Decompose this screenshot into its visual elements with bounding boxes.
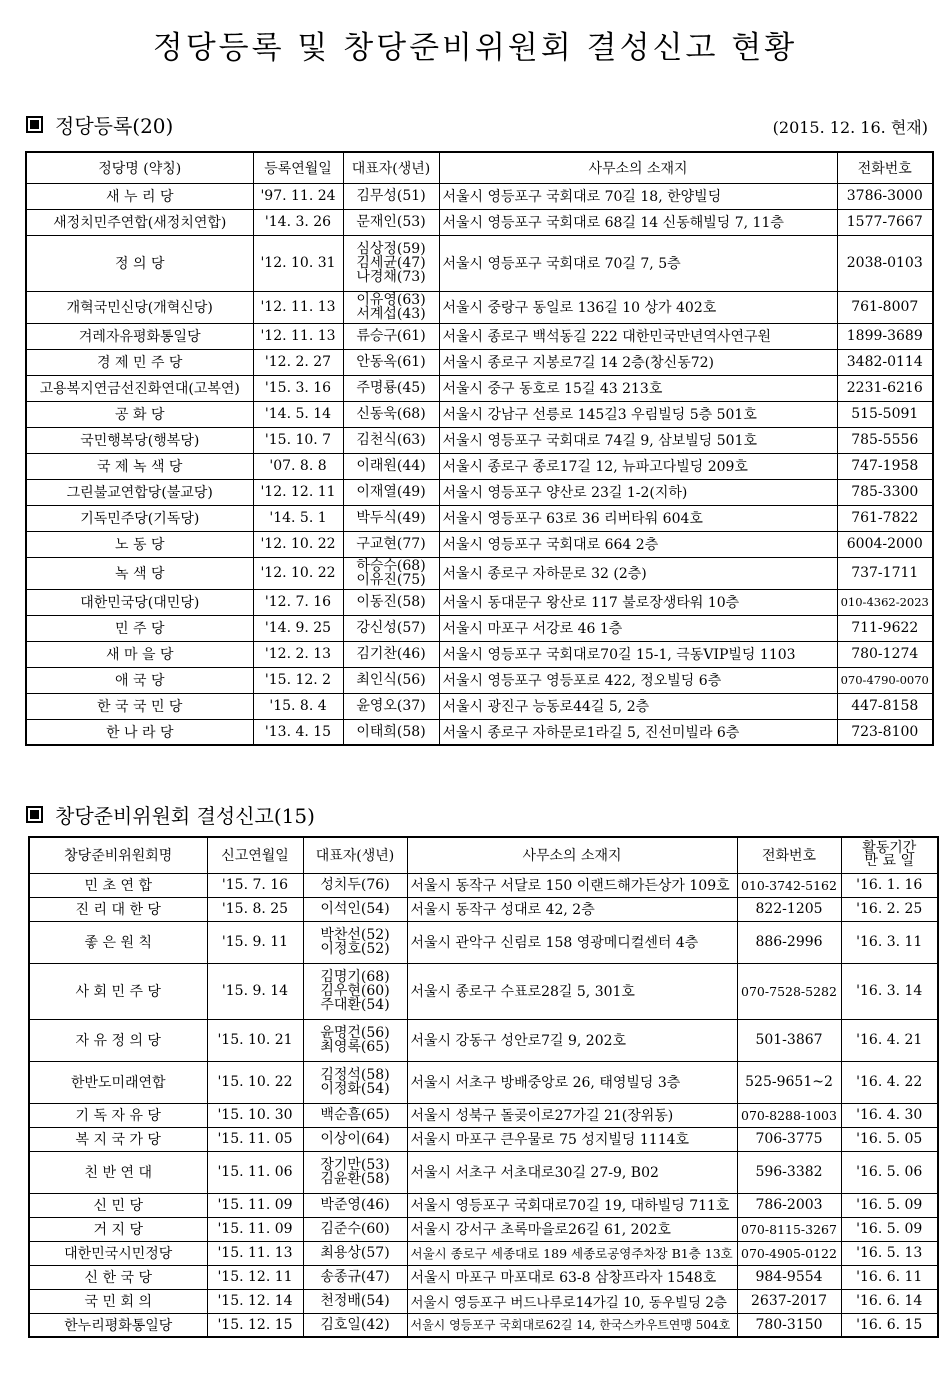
phone-cell: 723-8100 [837,719,933,745]
address-cell: 서울시 종로구 세종대로 189 세종로공영주차장 B1층 13호 [407,1241,737,1265]
table-row [26,505,933,531]
representative-name: 이정호(52) [320,941,390,957]
representative-cell [303,873,407,897]
table-row [26,209,933,235]
representative-name: 김호일(42) [320,1316,390,1333]
representative-name: 안동옥(61) [356,354,426,370]
table-row [26,183,933,209]
date-cell: '15. 11. 13 [207,1241,303,1265]
representative-name: 이유진(75) [356,572,426,588]
expiry-cell: '16. 4. 30 [841,1103,938,1127]
phone-cell: 780-3150 [737,1313,841,1337]
party-name-cell: 국 제 녹 색 당 [26,453,253,479]
representative-name: 문재인(53) [356,214,426,230]
address-cell: 서울시 종로구 수표로28길 5, 301호 [407,963,737,1019]
col-header: 전화번호 [837,152,933,183]
party-name-cell: 민 주 당 [26,615,253,641]
phone-cell: 984-9554 [737,1265,841,1289]
party-name-cell: 신 민 당 [29,1193,207,1217]
expiry-cell: '16. 5. 05 [841,1127,938,1151]
party-name-cell: 경 제 민 주 당 [26,349,253,375]
table-row [29,921,938,963]
representative-name: 류승구(61) [356,328,426,344]
date-cell: '15. 12. 2 [253,667,343,693]
phone-cell: 785-3300 [837,479,933,505]
date-cell: '15. 11. 09 [207,1217,303,1241]
phone-cell: 711-9622 [837,615,933,641]
party-name-cell: 한반도미래연합 [29,1061,207,1103]
col-header: 창당준비위원회명 [29,837,207,873]
representative-cell [303,1061,407,1103]
representative-cell [343,427,439,453]
representative-cell [303,1265,407,1289]
party-name-cell: 고용복지연금선진화연대(고복연) [26,375,253,401]
address-cell: 서울시 영등포구 국회대로 664 2층 [439,531,837,557]
phone-cell: 786-2003 [737,1193,841,1217]
col-header: 신고연월일 [207,837,303,873]
section1-heading-text: 정당등록(20) [55,114,174,138]
date-cell: '12. 10. 22 [253,531,343,557]
representative-name: 최인식(56) [356,672,426,688]
address-cell: 서울시 마포구 서강로 46 1층 [439,615,837,641]
representative-cell [343,531,439,557]
representative-name: 김기찬(46) [356,646,426,662]
phone-cell: 3786-3000 [837,183,933,209]
representative-cell [343,349,439,375]
representative-name: 김정석(58) [320,1067,390,1083]
table-row [29,1061,938,1103]
table-row [29,1241,938,1265]
representative-name: 김천식(63) [356,432,426,448]
table-row [26,453,933,479]
representative-name: 성치두(76) [320,877,390,893]
table-row [29,873,938,897]
address-cell: 서울시 영등포구 국회대로62길 14, 한국스카우트연맹 504호 [407,1313,737,1337]
table-row [26,291,933,323]
table-row [29,1265,938,1289]
address-cell: 서울시 영등포구 국회대로70길 19, 대하빌딩 711호 [407,1193,737,1217]
table-row [26,235,933,291]
table-row [26,667,933,693]
phone-cell: 525-9651~2 [737,1061,841,1103]
phone-cell: 070-4790-0070 [837,667,933,693]
representative-name: 이재열(49) [356,484,426,500]
representative-name: 주명룡(45) [356,380,426,396]
address-cell: 서울시 관악구 신림로 158 영광메디컬센터 4층 [407,921,737,963]
representative-name: 천정배(54) [320,1293,390,1309]
party-name-cell: 새 마 을 당 [26,641,253,667]
representative-name: 서계섭(43) [356,306,426,322]
representative-name: 이태희(58) [356,723,426,740]
phone-cell: 780-1274 [837,641,933,667]
table-row [26,615,933,641]
page-title: 정당등록 및 창당준비위원회 결성신고 현황 [152,30,798,66]
representative-cell [343,615,439,641]
phone-cell: 6004-2000 [837,531,933,557]
expiry-cell: '16. 5. 06 [841,1151,938,1193]
date-cell: '14. 9. 25 [253,615,343,641]
col-header: 등록연월일 [253,152,343,183]
representative-cell [343,719,439,745]
table-row [26,401,933,427]
address-cell: 서울시 마포구 마포대로 63-8 삼창프라자 1548호 [407,1265,737,1289]
address-cell: 서울시 영등포구 양산로 23길 1-2(지하) [439,479,837,505]
table-row [26,479,933,505]
party-name-cell: 진 리 대 한 당 [29,897,207,921]
party-name-cell: 신 한 국 당 [29,1265,207,1289]
date-cell: '13. 4. 15 [253,719,343,745]
col-header: 대표자(생년) [343,152,439,183]
party-name-cell: 친 반 연 대 [29,1151,207,1193]
representative-name: 김세균(47) [356,255,426,271]
representative-name: 박두식(49) [356,510,426,526]
representative-name: 박찬선(52) [320,927,390,943]
address-cell: 서울시 영등포구 버드나루로14가길 10, 동우빌딩 2층 [407,1289,737,1313]
table-row [26,693,933,719]
address-cell: 서울시 마포구 큰우물로 75 성지빌딩 1114호 [407,1127,737,1151]
party-name-cell: 겨레자유평화통일당 [26,323,253,349]
table-row [29,1103,938,1127]
date-cell: '12. 2. 13 [253,641,343,667]
date-cell: '12. 11. 13 [253,323,343,349]
date-cell: '97. 11. 24 [253,183,343,209]
phone-cell: 2038-0103 [837,235,933,291]
expiry-cell: '16. 3. 14 [841,963,938,1019]
table-row [26,375,933,401]
col-header: 사무소의 소재지 [439,152,837,183]
address-cell: 서울시 강남구 선릉로 145길3 우림빌딩 5층 501호 [439,401,837,427]
party-name-cell: 녹 색 당 [26,557,253,589]
phone-cell: 010-4362-2023 [837,589,933,615]
expiry-cell: '16. 5. 09 [841,1193,938,1217]
phone-cell: 070-4905-0122 [737,1241,841,1265]
phone-cell: 886-2996 [737,921,841,963]
address-cell: 서울시 성북구 돌곶이로27가길 21(장위동) [407,1103,737,1127]
phone-cell: 761-7822 [837,505,933,531]
representative-name: 최영록(65) [320,1039,390,1055]
expiry-cell: '16. 1. 16 [841,873,938,897]
table-row [29,897,938,921]
representative-cell [343,375,439,401]
date-cell: '12. 10. 31 [253,235,343,291]
representative-cell [303,897,407,921]
party-name-cell: 개혁국민신당(개혁신당) [26,291,253,323]
phone-cell: 737-1711 [837,557,933,589]
representative-name: 김윤환(58) [320,1171,390,1187]
representative-name: 하승수(68) [356,558,426,574]
representative-cell [343,557,439,589]
phone-cell: 822-1205 [737,897,841,921]
expiry-cell: '16. 2. 25 [841,897,938,921]
address-cell: 서울시 영등포구 국회대로 70길 7, 5층 [439,235,837,291]
address-cell: 서울시 영등포구 국회대로70길 15-1, 극동VIP빌딩 1103 [439,641,837,667]
representative-name: 이상이(64) [320,1131,390,1147]
address-cell: 서울시 영등포구 영등포로 422, 정오빌딩 6층 [439,667,837,693]
representative-name: 신동욱(68) [356,406,426,422]
square-bullet-icon [26,116,43,133]
representative-cell [343,641,439,667]
table-header-row [26,152,933,183]
date-cell: '12. 7. 16 [253,589,343,615]
representative-name: 구교현(77) [356,536,426,552]
representative-cell [343,453,439,479]
representative-cell [343,291,439,323]
party-name-cell: 국민행복당(행복당) [26,427,253,453]
phone-cell: 010-3742-5162 [737,873,841,897]
table-row [26,323,933,349]
party-name-cell: 기독민주당(기독당) [26,505,253,531]
party-name-cell: 민 초 연 합 [29,873,207,897]
date-cell: '12. 10. 22 [253,557,343,589]
address-cell: 서울시 광진구 능동로44길 5, 2층 [439,693,837,719]
address-cell: 서울시 서초구 방배중앙로 26, 태영빌딩 3층 [407,1061,737,1103]
party-name-cell: 새 누 리 당 [26,183,253,209]
date-cell: '14. 5. 14 [253,401,343,427]
party-name-cell: 한 국 국 민 당 [26,693,253,719]
phone-cell: 070-8115-3267 [737,1217,841,1241]
party-name-cell: 그린불교연합당(불교당) [26,479,253,505]
expiry-cell: '16. 5. 13 [841,1241,938,1265]
date-cell: '12. 12. 11 [253,479,343,505]
representative-name: 주대환(54) [320,997,390,1013]
address-cell: 서울시 영등포구 국회대로 70길 18, 한양빌딩 [439,183,837,209]
representative-name: 김명기(68) [320,969,390,985]
table-row [26,641,933,667]
table-row [26,557,933,589]
representative-cell [303,921,407,963]
representative-cell [343,235,439,291]
representative-name: 김준수(60) [320,1221,390,1237]
date-cell: '07. 8. 8 [253,453,343,479]
address-cell: 서울시 강서구 초록마을로26길 61, 202호 [407,1217,737,1241]
representative-cell [303,963,407,1019]
date-cell: '15. 8. 25 [207,897,303,921]
expiry-cell: '16. 6. 15 [841,1313,938,1337]
address-cell: 서울시 영등포구 국회대로 74길 9, 삼보빌딩 501호 [439,427,837,453]
address-cell: 서울시 종로구 자하문로1라길 5, 진선미빌라 6층 [439,719,837,745]
phone-cell: 747-1958 [837,453,933,479]
party-name-cell: 새정치민주연합(새정치연합) [26,209,253,235]
representative-name: 박준영(46) [320,1197,390,1213]
representative-cell [343,323,439,349]
representative-name: 김우현(60) [320,983,390,999]
representative-name: 김무성(51) [356,188,426,204]
representative-name: 윤명건(56) [320,1025,390,1041]
representative-cell [303,1103,407,1127]
date-cell: '15. 9. 11 [207,921,303,963]
phone-cell: 2231-6216 [837,375,933,401]
address-cell: 서울시 강동구 성안로7길 9, 202호 [407,1019,737,1061]
table-row [29,1289,938,1313]
party-name-cell: 국 민 회 의 [29,1289,207,1313]
party-name-cell: 사 회 민 주 당 [29,963,207,1019]
party-name-cell: 공 화 당 [26,401,253,427]
date-cell: '15. 12. 14 [207,1289,303,1313]
phone-cell: 501-3867 [737,1019,841,1061]
party-name-cell: 거 지 당 [29,1217,207,1241]
party-name-cell: 한 나 라 당 [26,719,253,745]
table-row [29,1019,938,1061]
representative-cell [343,589,439,615]
expiry-cell: '16. 4. 22 [841,1061,938,1103]
section2-heading [26,800,315,829]
representative-name: 송종규(47) [320,1269,390,1285]
table-row [29,1217,938,1241]
date-cell: '15. 7. 16 [207,873,303,897]
square-bullet-icon [26,806,43,823]
table-row [29,1193,938,1217]
party-name-cell: 대한민국당(대민당) [26,589,253,615]
table-row [29,1151,938,1193]
address-cell: 서울시 영등포구 63로 36 리버타워 604호 [439,505,837,531]
representative-cell [303,1193,407,1217]
table-row [26,531,933,557]
representative-cell [303,1217,407,1241]
party-name-cell: 애 국 당 [26,667,253,693]
address-cell: 서울시 종로구 종로17길 12, 뉴파고다빌딩 209호 [439,453,837,479]
date-cell: '15. 10. 21 [207,1019,303,1061]
party-name-cell: 대한민국시민정당 [29,1241,207,1265]
date-cell: '12. 2. 27 [253,349,343,375]
representative-name: 장기만(53) [320,1157,390,1173]
table-row [26,719,933,745]
expiry-cell: '16. 6. 11 [841,1265,938,1289]
phone-cell: 785-5556 [837,427,933,453]
representative-name: 나경채(73) [356,269,426,285]
col-header: 대표자(생년) [303,837,407,873]
address-cell: 서울시 중랑구 동일로 136길 10 상가 402호 [439,291,837,323]
address-cell: 서울시 종로구 백석동길 222 대한민국만년역사연구원 [439,323,837,349]
col-header: 사무소의 소재지 [407,837,737,873]
phone-cell: 070-7528-5282 [737,963,841,1019]
table-row [26,589,933,615]
as-of-date: (2015. 12. 16. 현재) [772,118,928,137]
representative-name: 이석인(54) [320,901,390,917]
table-row [26,349,933,375]
party-name-cell: 자 유 정 의 당 [29,1019,207,1061]
date-cell: '15. 12. 15 [207,1313,303,1337]
phone-cell: 706-3775 [737,1127,841,1151]
representative-name: 이래원(44) [356,458,426,474]
representative-cell [303,1313,407,1337]
col-header: 정당명 (약칭) [26,152,253,183]
address-cell: 서울시 서초구 서초대로30길 27-9, B02 [407,1151,737,1193]
party-name-cell: 복 지 국 가 당 [29,1127,207,1151]
address-cell: 서울시 동대문구 왕산로 117 불로장생타워 10층 [439,589,837,615]
preparatory-committee-table [28,836,939,1338]
col-header: 전화번호 [737,837,841,873]
expiry-cell: '16. 6. 14 [841,1289,938,1313]
representative-cell [343,401,439,427]
date-cell: '15. 11. 05 [207,1127,303,1151]
table-row [29,1313,938,1337]
section1-heading [26,110,173,139]
table-header-row [29,837,938,873]
phone-cell: 1899-3689 [837,323,933,349]
address-cell: 서울시 중구 동호로 15길 43 213호 [439,375,837,401]
phone-cell: 2637-2017 [737,1289,841,1313]
phone-cell: 070-8288-1003 [737,1103,841,1127]
representative-name: 이정화(54) [320,1081,390,1097]
phone-cell: 447-8158 [837,693,933,719]
address-cell: 서울시 영등포구 국회대로 68길 14 신동해빌딩 7, 11층 [439,209,837,235]
representative-cell [303,1127,407,1151]
table-row [26,427,933,453]
party-name-cell: 좋 은 원 칙 [29,921,207,963]
date-cell: '14. 5. 1 [253,505,343,531]
expiry-cell: '16. 4. 21 [841,1019,938,1061]
phone-cell: 1577-7667 [837,209,933,235]
address-cell: 서울시 종로구 자하문로 32 (2층) [439,557,837,589]
representative-name: 이동진(58) [356,594,426,610]
party-name-cell: 기 독 자 유 당 [29,1103,207,1127]
representative-name: 윤영오(37) [356,698,426,714]
col-header: 활동기간 만 료 일 [841,837,938,873]
representative-cell [343,693,439,719]
date-cell: '15. 10. 30 [207,1103,303,1127]
representative-name: 최용상(57) [320,1245,390,1261]
representative-cell [343,183,439,209]
phone-cell: 596-3382 [737,1151,841,1193]
date-cell: '15. 9. 14 [207,963,303,1019]
representative-cell [343,209,439,235]
address-cell: 서울시 종로구 지봉로7길 14 2층(창신동72) [439,349,837,375]
date-cell: '15. 11. 09 [207,1193,303,1217]
date-cell: '15. 8. 4 [253,693,343,719]
representative-cell [303,1019,407,1061]
representative-cell [343,479,439,505]
representative-cell [303,1241,407,1265]
party-name-cell: 노 동 당 [26,531,253,557]
representative-cell [303,1289,407,1313]
representative-cell [343,667,439,693]
representative-name: 강신성(57) [356,620,426,636]
party-name-cell: 한누리평화통일당 [29,1313,207,1337]
representative-name: 백순흠(65) [320,1107,390,1123]
table-row [29,1127,938,1151]
representative-cell [303,1151,407,1193]
address-cell: 서울시 동작구 서달로 150 이랜드해가든상가 109호 [407,873,737,897]
date-cell: '15. 3. 16 [253,375,343,401]
date-cell: '15. 10. 7 [253,427,343,453]
address-cell: 서울시 동작구 성대로 42, 2층 [407,897,737,921]
date-cell: '15. 10. 22 [207,1061,303,1103]
expiry-cell: '16. 5. 09 [841,1217,938,1241]
expiry-cell: '16. 3. 11 [841,921,938,963]
date-cell: '12. 11. 13 [253,291,343,323]
party-registration-table [25,151,934,746]
table-row [29,963,938,1019]
phone-cell: 515-5091 [837,401,933,427]
date-cell: '15. 12. 11 [207,1265,303,1289]
section2-heading-text: 창당준비위원회 결성신고(15) [55,804,315,828]
date-cell: '14. 3. 26 [253,209,343,235]
date-cell: '15. 11. 06 [207,1151,303,1193]
phone-cell: 3482-0114 [837,349,933,375]
representative-name: 심상정(59) [356,241,426,257]
representative-name: 이유영(63) [356,292,426,308]
representative-cell [343,505,439,531]
phone-cell: 761-8007 [837,291,933,323]
party-name-cell: 정 의 당 [26,235,253,291]
